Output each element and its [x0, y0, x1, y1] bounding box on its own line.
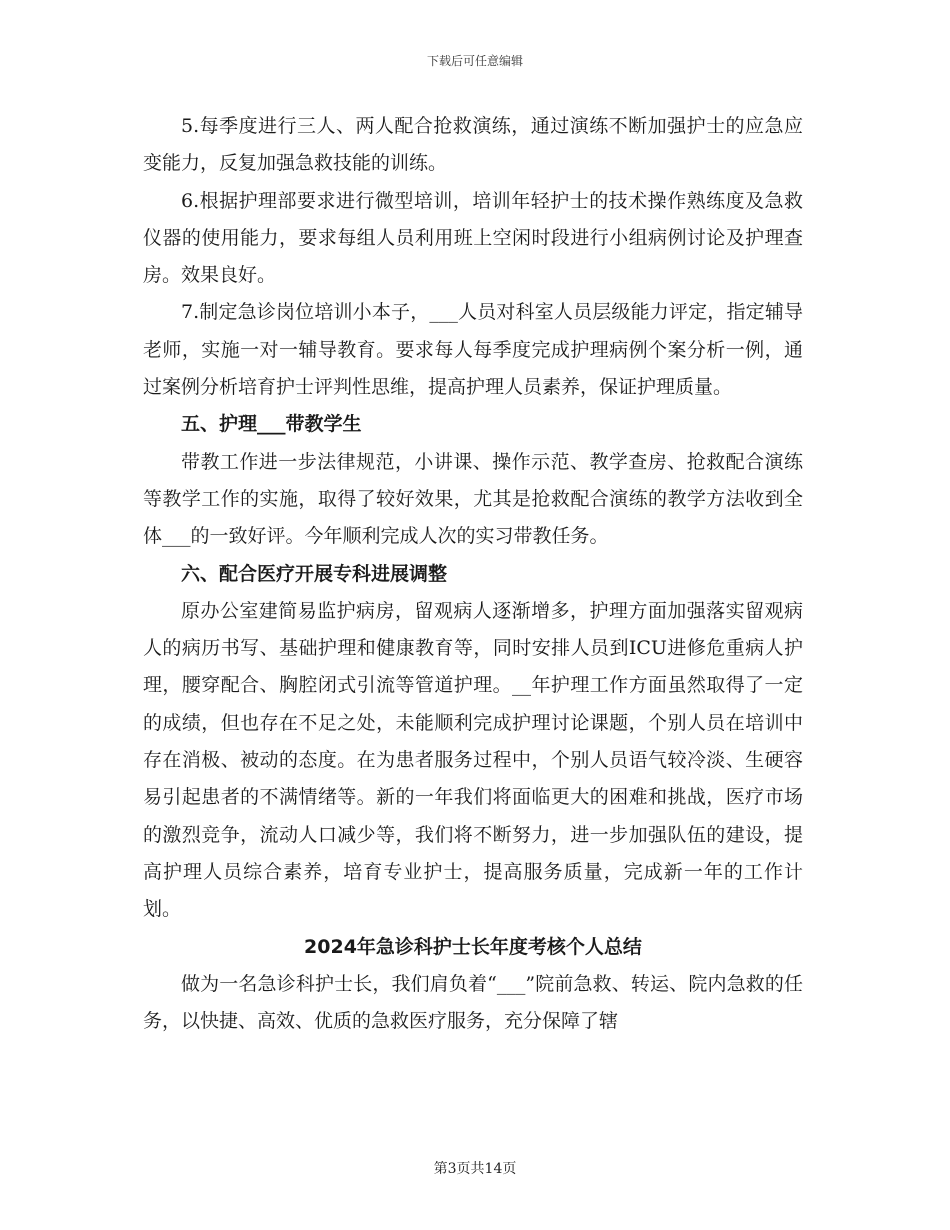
page-number: 第3页共14页 — [433, 1161, 517, 1177]
section-6-body: 原办公室建简易监护病房，留观病人逐渐增多，护理方面加强落实留观病人的病历书写、基础护理和健康教育等，同时安排人员到ICU进修危重病人护理，腰穿配合、胸腔闭式引流等管道护理。__年护理工作方面虽然取得了一定的成绩，但也存在不足之处，未能顺利完成护理讨论课题，个别人员在培训中存在消极、被动的态度。在为患者服务过程中，个别人员语气较冷淡、生硬容易引起患者的不满情绪等。新的一年我们将面临更大的困难和挑战，医疗市场的激烈竞争，流动人口减少等，我们将不断努力，进一步加强队伍的建设，提高护理人员综合素养，培育专业护士，提高服务质量，完成新一年的工作计划。 — [143, 599, 803, 921]
article-intro: 做为一名急诊科护士长，我们肩负着“___”院前急救、转运、院内急救的任务，以快捷、高效、优质的急救医疗服务，充分保障了辖 — [143, 972, 803, 1033]
section-heading-5: 五、护理___带教学生 — [181, 413, 362, 436]
page-header: 下载后可任意编辑 — [426, 54, 523, 68]
document-body — [143, 108, 803, 1040]
section-heading-6: 六、配合医疗开展专科进展调整 — [181, 562, 448, 585]
paragraph-item-6: 6.根据护理部要求进行微型培训，培训年轻护士的技术操作熟练度及急救仪器的使用能力，要求每组人员利用班上空闲时段进行小组病例讨论及护理查房。效果良好。 — [143, 189, 803, 287]
paragraph-item-7: 7.制定急诊岗位培训小本子，___人员对科室人员层级能力评定，指定辅导老师，实施一对一辅导教育。要求每人每季度完成护理病例个案分析一例，通过案例分析培育护士评判性思维，提高护理人员素养，保证护理质量。 — [143, 301, 803, 399]
paragraph-item-5: 5.每季度进行三人、两人配合抢救演练，通过演练不断加强护士的应急应变能力，反复加强急救技能的训练。 — [143, 115, 803, 175]
section-5-body: 带教工作进一步法律规范，小讲课、操作示范、教学查房、抢救配合演练等教学工作的实施，取得了较好效果，尤其是抢救配合演练的教学方法收到全体___的一致好评。今年顺利完成人次的实习带教任务。 — [143, 450, 803, 548]
article-title: 2024年急诊科护士长年度考核个人总结 — [304, 935, 642, 958]
